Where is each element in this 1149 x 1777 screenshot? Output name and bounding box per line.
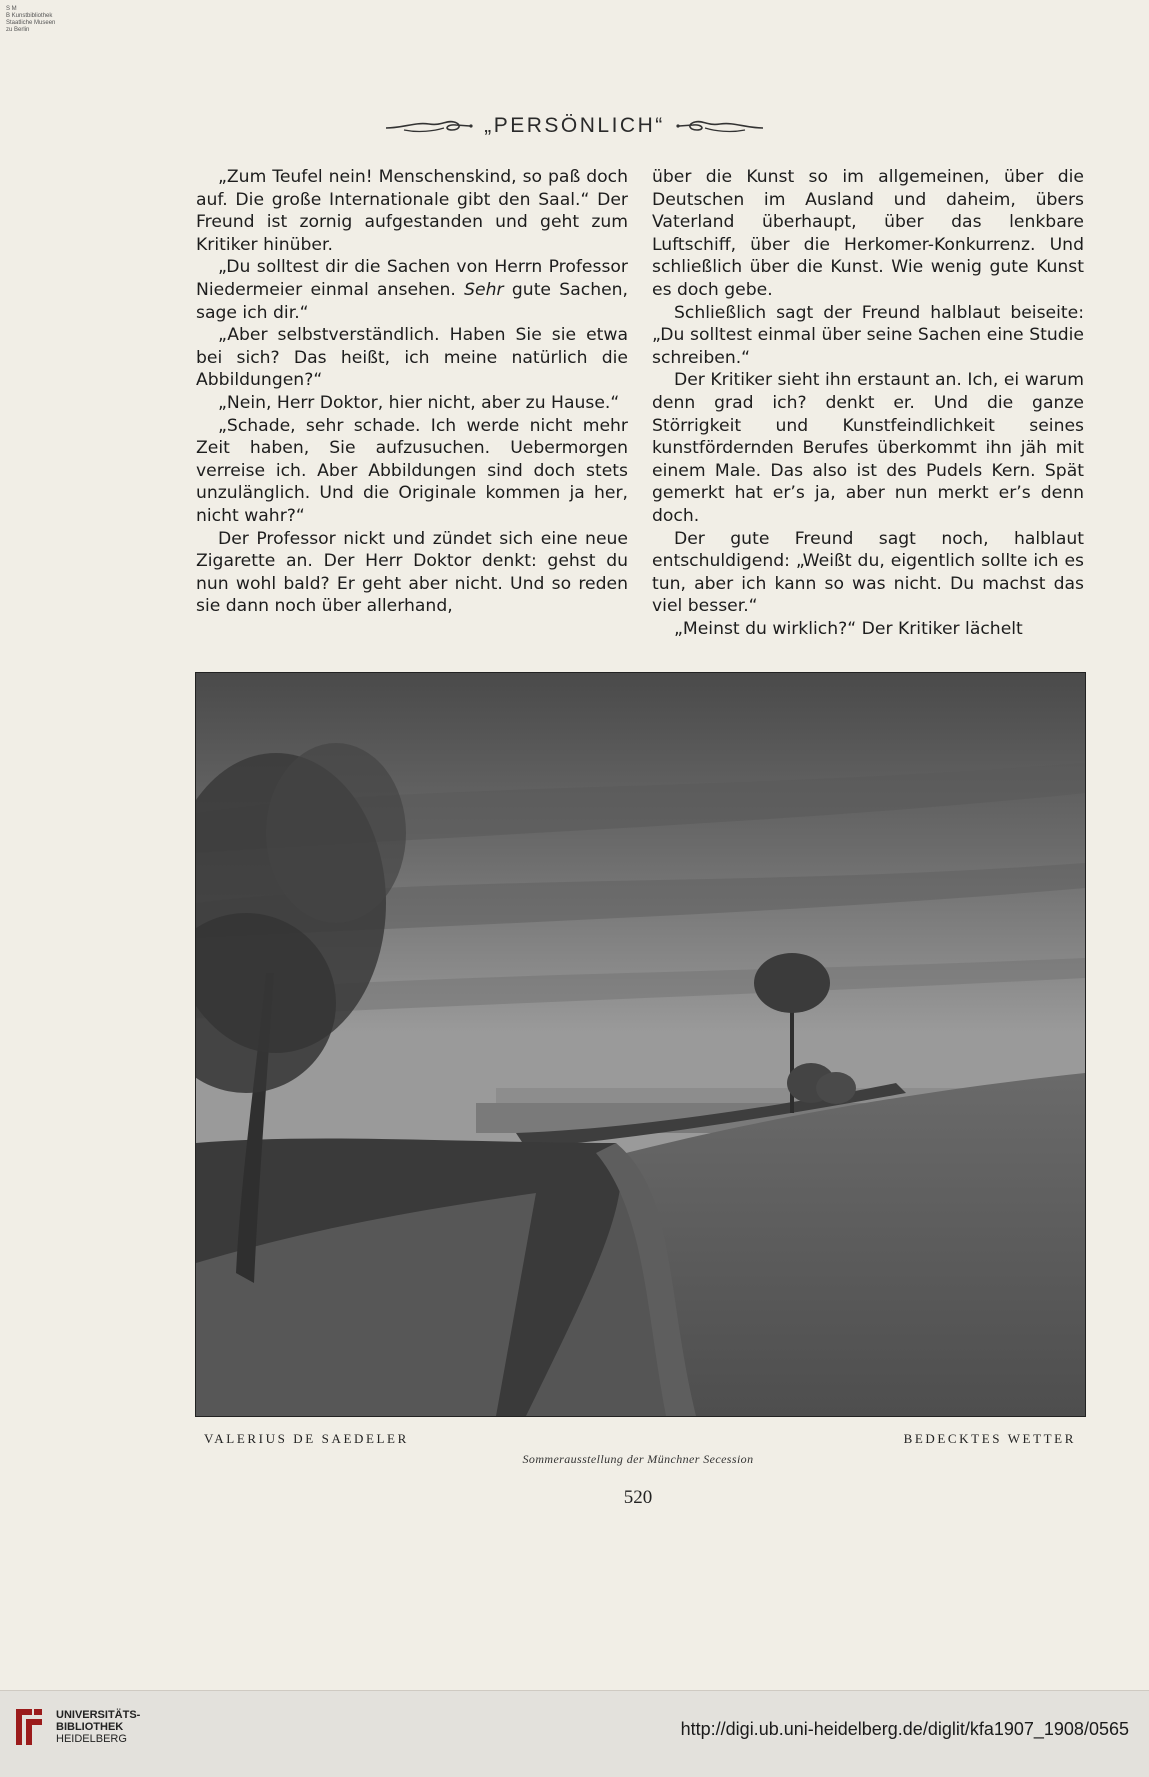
left-ornament-icon bbox=[384, 116, 474, 136]
paragraph: Der gute Freund sagt noch, halblaut entschuldigend: „Weißt du, eigentlich sollte ich es tun, aber ich kann so was nicht. Du machst das viel besser.“ bbox=[652, 528, 1084, 617]
library-logo-icon bbox=[12, 1705, 46, 1749]
page-number: 520 bbox=[623, 1487, 653, 1508]
paragraph: Der Kritiker sieht ihn erstaunt an. Ich, ei warum denn grad ich? denkt er. Und die ganze Störrigkeit und Kunstfeindlichkeit seines kunstfördernden Berufes überkommt ihn jäh mit einem Male. Das also ist des Pudels Kern. Spät gemerkt hat er’s ja, aber nun merkt er’s denn doch. bbox=[652, 370, 1084, 526]
artist-name: VALERIUS DE SAEDELER bbox=[204, 1431, 409, 1446]
stamp-line: Staatliche Museen bbox=[6, 20, 56, 26]
paragraph: „Schade, sehr schade. Ich werde nicht mehr Zeit haben, Sie aufzusuchen. Uebermorgen verreise ich. Aber Abbildungen sind doch stets unzulänglich. Und die Originale kommen ja her, nicht wahr?“ bbox=[196, 415, 628, 526]
paragraph-text: „Du solltest dir die Sachen von Herrn Professor Niedermeier einmal ansehen. bbox=[196, 257, 628, 300]
artwork-title: BEDECKTES WETTER bbox=[903, 1431, 1076, 1446]
library-logo bbox=[12, 1705, 140, 1749]
exhibition-caption: Sommerausstellung der Münchner Secession bbox=[522, 1452, 754, 1466]
text-column-right bbox=[652, 166, 1084, 640]
paragraph-text: gute Sachen, sage ich dir.“ bbox=[196, 279, 629, 323]
logo-line: BIBLIOTHEK bbox=[56, 1721, 124, 1733]
paragraph: „Nein, Herr Doktor, hier nicht, aber zu Hause.“ bbox=[218, 392, 620, 413]
paragraph: „Zum Teufel nein! Menschenskind, so paß doch auf. Die große Internationale gibt den Saal.“ Der Freund ist zornig aufgestanden und geht zum Kritiker hinüber. bbox=[196, 167, 628, 255]
paragraph: „Meinst du wirklich?“ Der Kritiker lächelt bbox=[674, 618, 1023, 639]
footer-bar bbox=[0, 1690, 1149, 1777]
source-url[interactable]: http://digi.ub.uni-heidelberg.de/diglit/kfa1907_1908/0565 bbox=[680, 1719, 1129, 1739]
paragraph: „Aber selbstverständlich. Haben Sie sie etwa bei sich? Das heißt, ich meine natürlich die Abbildungen?“ bbox=[196, 325, 628, 391]
right-ornament-icon bbox=[675, 116, 765, 136]
landscape-painting bbox=[195, 672, 1086, 1417]
figure-caption bbox=[204, 1431, 1076, 1447]
stamp-line: S M bbox=[6, 6, 17, 12]
emphasis: Sehr bbox=[464, 279, 504, 300]
paragraph: Der Professor nickt und zündet sich eine neue Zigarette an. Der Herr Doktor denkt: gehst du nun wohl bald? Er geht aber nicht. Und so reden sie dann noch über allerhand, bbox=[196, 528, 628, 617]
logo-line: UNIVERSITÄTS- bbox=[56, 1709, 141, 1721]
text-column-left bbox=[196, 166, 628, 618]
library-stamp bbox=[6, 6, 86, 34]
running-header bbox=[0, 108, 1149, 144]
paragraph: Schließlich sagt der Freund halblaut beiseite: „Du solltest einmal über seine Sachen eine Studie schreiben.“ bbox=[652, 302, 1084, 368]
logo-line: HEIDELBERG bbox=[56, 1733, 127, 1745]
page-title: „PERSÖNLICH“ bbox=[484, 114, 665, 137]
paragraph bbox=[196, 256, 628, 324]
stamp-line: zu Berlin bbox=[6, 27, 30, 33]
stamp-line: B Kunstbibliothek bbox=[6, 13, 53, 19]
paragraph: über die Kunst so im allgemeinen, über die Deutschen im Ausland und daheim, übers Vaterland überhaupt, über das lenkbare Luftschiff, über die Herkomer-Konkurrenz. Und schließlich über die Kunst. Wie wenig gute Kunst es doch gebe. bbox=[652, 167, 1084, 300]
